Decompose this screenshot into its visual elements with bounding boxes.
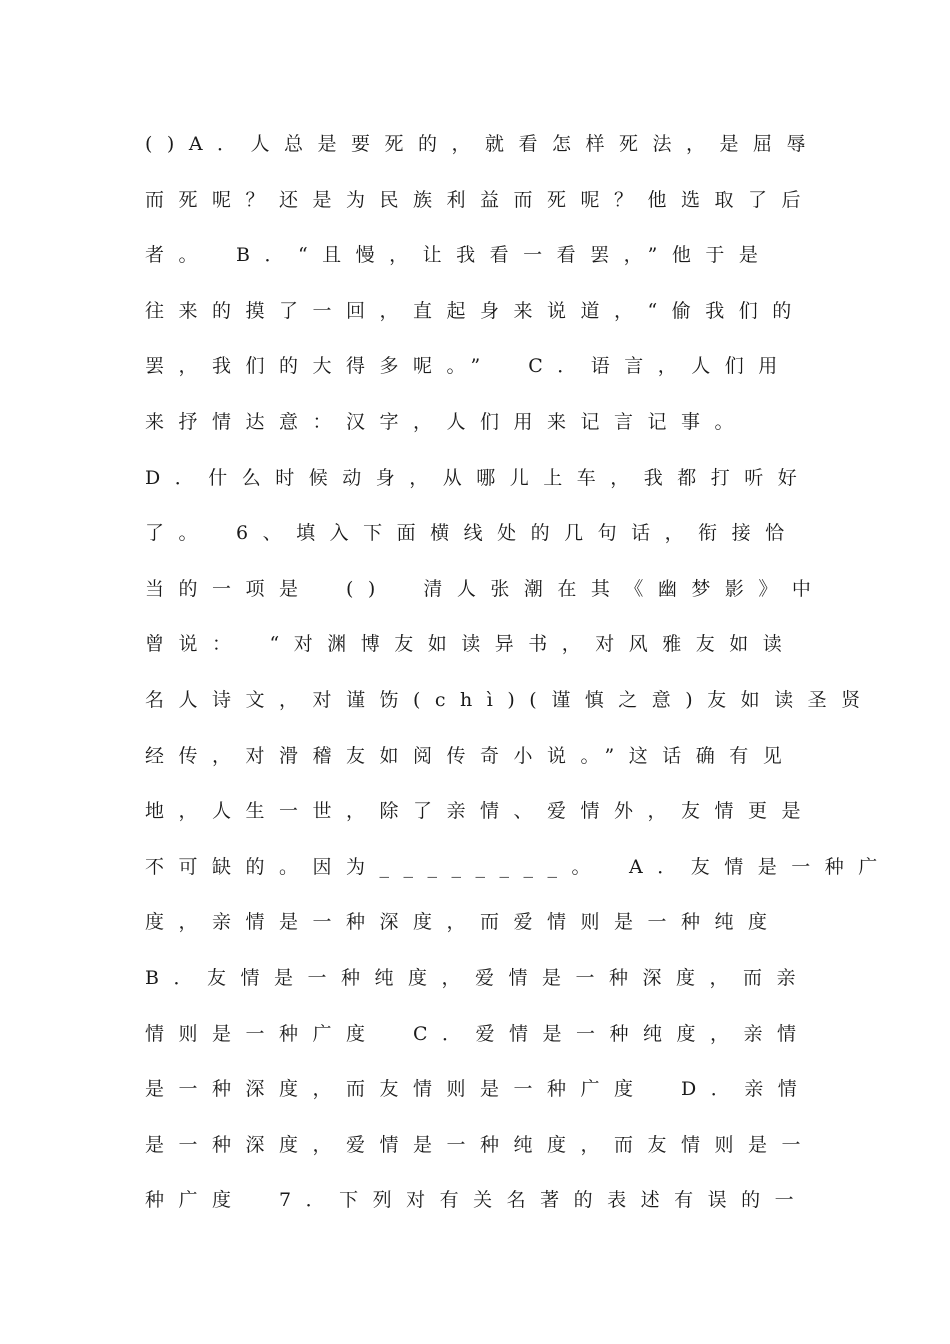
body-text [145, 117, 892, 1229]
text-line: 不可缺的。因为________。 A．友情是一种广 [145, 855, 892, 878]
text-line: 来抒情达意：汉字，人们用来记言记事。 [145, 410, 749, 433]
text-line: 地，人生一世，除了亲情、爱情外，友情更是 [145, 800, 816, 823]
text-line: 种广度 7．下列对有关名著的表述有误的一 [145, 1189, 809, 1212]
text-line: 往来的摸了一回，直起身来说道，“偷我们的 [145, 299, 806, 322]
text-line: ()A．人总是要死的，就看怎样死法，是屈辱 [145, 133, 821, 155]
text-line: 罢，我们的大得多呢。” C．语言，人们用 [145, 355, 792, 378]
text-line: 度，亲情是一种深度，而爱情则是一种纯度 [145, 911, 782, 934]
text-line: D．什么时候动身，从哪儿上车，我都打听好 [145, 466, 812, 489]
text-line: 是一种深度，而友情则是一种广度 D．亲情 [145, 1078, 812, 1101]
text-line: 者。 B．“且慢，让我看一看罢，”他于是 [145, 244, 773, 267]
text-line: 经传，对滑稽友如阅传奇小说。”这话确有见 [145, 744, 797, 767]
text-line: 当的一项是 () 清人张潮在其《幽梦影》中 [145, 577, 826, 600]
text-line: 曾说： “对渊博友如读异书，对风雅友如读 [145, 633, 797, 656]
text-line: 是一种深度，爱情是一种纯度，而友情则是一 [145, 1133, 816, 1156]
text-line: 而死呢？还是为民族利益而死呢？他选取了后 [145, 188, 816, 211]
text-line: 了。 6、填入下面横线处的几句话，衔接恰 [145, 522, 799, 545]
text-line: 情则是一种广度 C．爱情是一种纯度，亲情 [145, 1022, 811, 1045]
text-line: 名人诗文，对谨饬(chì)(谨慎之意)友如读圣贤 [145, 688, 875, 711]
text-line: B．友情是一种纯度，爱情是一种深度，而亲 [145, 966, 810, 989]
